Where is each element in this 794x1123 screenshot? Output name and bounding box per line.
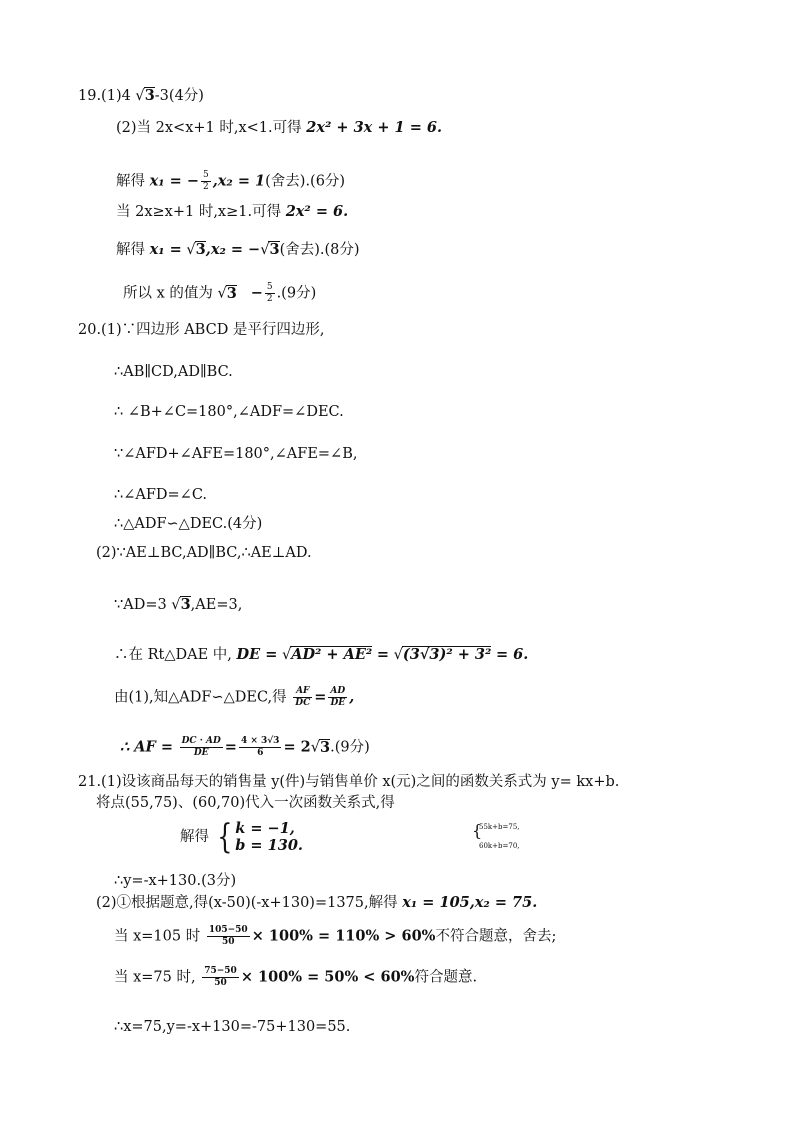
- q21-line7-text: 当 x=75 时,: [114, 969, 196, 986]
- q20-line-9: ∴在 Rt△DAE 中, DE = √AD² + AE² = √(3√3)² + 3² = 6.: [114, 646, 529, 663]
- q19-line5-end: (舍去).(8分): [279, 242, 360, 258]
- q19-line6-text: 所以 x 的值为: [123, 285, 213, 302]
- q20-line-11: ∴ AF = $\frac{DC \cdot AD}{DE}$ = $\frac{4 \times 3√3}{6}$ = 2√3.(9分): [120, 736, 370, 758]
- q21-small-system-brace: {: [472, 821, 483, 840]
- q20-line-4: ∵∠AFD+∠AFE=180°,∠AFE=∠B,: [114, 446, 358, 462]
- q20-line11-f2-num: 4 × 3√3: [240, 736, 280, 746]
- q21-line5-text: (2)①根据题意,得(x-50)(-x+130)=1375,解得: [96, 895, 398, 911]
- q19-line6-fraction: [265, 282, 275, 305]
- q20-line9-eq: =: [376, 646, 390, 663]
- q21-system-eq2: b = 130.: [235, 837, 303, 854]
- q19-line3-frac-den: 2: [203, 182, 209, 192]
- q20-line11-end: .(9分): [330, 739, 370, 756]
- q21-line5-equation: x₁ = 105,x₂ = 75.: [402, 894, 538, 911]
- q21-system: [235, 820, 303, 854]
- q19-line5-radicand1: 3: [195, 241, 206, 258]
- q20-line10-f1-den: DC: [295, 698, 311, 708]
- q19-line5-x1: x₁ =: [149, 241, 182, 258]
- q20-line-3: ∴ ∠B+∠C=180°,∠ADF=∠DEC.: [114, 404, 344, 420]
- q20-line-1: 20.(1)∵四边形 ABCD 是平行四边形,: [78, 322, 325, 338]
- q21-line-1: 21.(1)设该商品每天的销售量 y(件)与销售单价 x(元)之间的函数关系式为 y= kx+b.: [78, 774, 620, 790]
- q19-line-4: [116, 202, 348, 222]
- q19-line2-equation: 2x² + 3x + 1 = 6.: [306, 119, 443, 136]
- q19-line1-radicand: 3: [144, 87, 155, 104]
- q21-line-5: [96, 893, 537, 913]
- q20-line10-f2-num: AD: [330, 686, 346, 696]
- q21-line7-equation: × 100% = 50% < 60%: [240, 968, 415, 986]
- q19-line5-x2: ,x₂ = −: [205, 241, 261, 258]
- q20-line11-fraction1: [180, 736, 223, 759]
- q20-line-8: ∵AD=3 √3,AE=3,: [114, 596, 243, 613]
- q21-line7-fraction: [202, 966, 239, 989]
- q19-line3-fraction: [201, 170, 211, 193]
- q19-line6-minus: −: [250, 284, 263, 302]
- q20-line9-radicand2: (3√3)² + 3²: [402, 646, 492, 663]
- q21-line-4: ∴y=-x+130.(3分): [114, 873, 237, 889]
- q20-line10-f2-den: DE: [330, 698, 346, 708]
- q21-line6-frac-num: 105−50: [208, 925, 248, 935]
- q21-line7-end: 符合题意.: [414, 969, 478, 986]
- q19-line6-end: .(9分): [276, 285, 317, 302]
- q20-line10-fraction2: [328, 686, 347, 709]
- q19-line1-text: 19.(1)4: [78, 88, 131, 104]
- q21-system-eq1: k = −1,: [235, 820, 295, 837]
- q19-line-1: 19.(1)4 √3-3(4分): [78, 87, 204, 104]
- q21-line6-text: 当 x=105 时: [114, 928, 201, 945]
- q20-line8-end: ,AE=3,: [190, 597, 243, 613]
- q21-line-8: ∴x=75,y=-x+130=-75+130=55.: [114, 1019, 351, 1035]
- q21-line6-end: 不符合题意，舍去;: [435, 928, 557, 945]
- q19-line-2: [116, 118, 442, 138]
- q21-system-brace: {: [216, 817, 233, 857]
- q20-line11-f1-num: DC · AD: [181, 736, 221, 746]
- q20-line9-result: = 6.: [495, 646, 529, 663]
- q20-line10-fraction1: [293, 686, 312, 709]
- q21-line-3: [180, 817, 303, 857]
- q19-line1-end: -3(4分): [154, 88, 204, 104]
- q20-line-10: [114, 686, 354, 709]
- q20-line9-text: ∴在 Rt△DAE 中,: [114, 647, 232, 663]
- q21-line7-frac-den: 50: [214, 978, 227, 988]
- q20-line9-radicand1: AD² + AE²: [291, 646, 373, 663]
- q21-line6-frac-den: 50: [222, 937, 235, 947]
- q21-small-eq1: 55k+b=75,: [479, 823, 520, 831]
- q20-line10-f1-num: AF: [293, 686, 312, 698]
- q20-line-2: ∴AB∥CD,AD∥BC.: [114, 364, 233, 380]
- q19-line3-text: 解得: [116, 173, 145, 190]
- q19-line3-x1: x₁ = −: [149, 172, 199, 190]
- q20-line11-result: = 2: [283, 738, 311, 756]
- q19-line4-text: 当 2x≥x+1 时,x≥1.可得: [116, 204, 282, 220]
- q20-line10-text: 由(1),知△ADF∽△DEC,得: [114, 689, 287, 706]
- q19-line5-text: 解得: [116, 242, 145, 258]
- q19-line4-equation: 2x² = 6.: [285, 203, 349, 220]
- q19-line6-frac-den: 2: [266, 294, 273, 304]
- q20-line11-f2-den: 6: [257, 748, 264, 758]
- q19-line3-x2: ,x₂ = 1: [212, 172, 266, 190]
- q20-line8-radicand: 3: [180, 596, 191, 613]
- q19-line3-end: (舍去).(6分): [265, 173, 346, 190]
- q21-line6-fraction: [207, 925, 250, 948]
- q19-line6-frac-num: 5: [266, 282, 273, 292]
- q21-small-eq2: 60k+b=70,: [479, 842, 520, 850]
- q21-line6-equation: × 100% = 110% > 60%: [251, 927, 436, 945]
- q19-line-6: 所以 x 的值为 √3 − $\frac{5}{2}$ .(9分): [123, 282, 317, 304]
- q20-line11-f1-den: DE: [193, 748, 209, 758]
- q21-line7-frac-num: 75−50: [204, 966, 237, 976]
- q19-line-3: [116, 170, 345, 193]
- q20-line-7: (2)∵AE⊥BC,AD∥BC,∴AE⊥AD.: [96, 545, 312, 561]
- q21-line-6: [114, 925, 556, 948]
- q20-line11-radicand: 3: [320, 738, 331, 756]
- q19-line-5: 解得 x₁ = √3,x₂ = −√3(舍去).(8分): [116, 241, 360, 258]
- q19-line2-text: (2)当 2x<x+1 时,x<1.可得: [116, 120, 302, 136]
- q20-line-6: ∴△ADF∽△DEC.(4分): [114, 516, 263, 532]
- q20-line11-fraction2: [239, 736, 282, 759]
- q20-line10-eq: =: [314, 688, 327, 706]
- q20-line11-af: ∴ AF =: [120, 738, 174, 756]
- q19-line5-radicand2: 3: [269, 241, 280, 258]
- q20-line-5: ∴∠AFD=∠C.: [114, 487, 208, 503]
- q19-line3-frac-num: 5: [203, 170, 209, 180]
- q19-line6-radicand: 3: [226, 284, 237, 302]
- q20-line10-end: ,: [349, 688, 355, 706]
- q21-line3-text: 解得: [180, 829, 209, 845]
- q21-line-2: 将点(55,75)、(60,70)代入一次函数关系式,得: [96, 795, 395, 811]
- q20-line9-de: DE =: [236, 646, 278, 663]
- q20-line11-eq: =: [224, 738, 237, 756]
- q21-line-7: [114, 966, 477, 989]
- q20-line8-text: ∵AD=3: [114, 597, 167, 613]
